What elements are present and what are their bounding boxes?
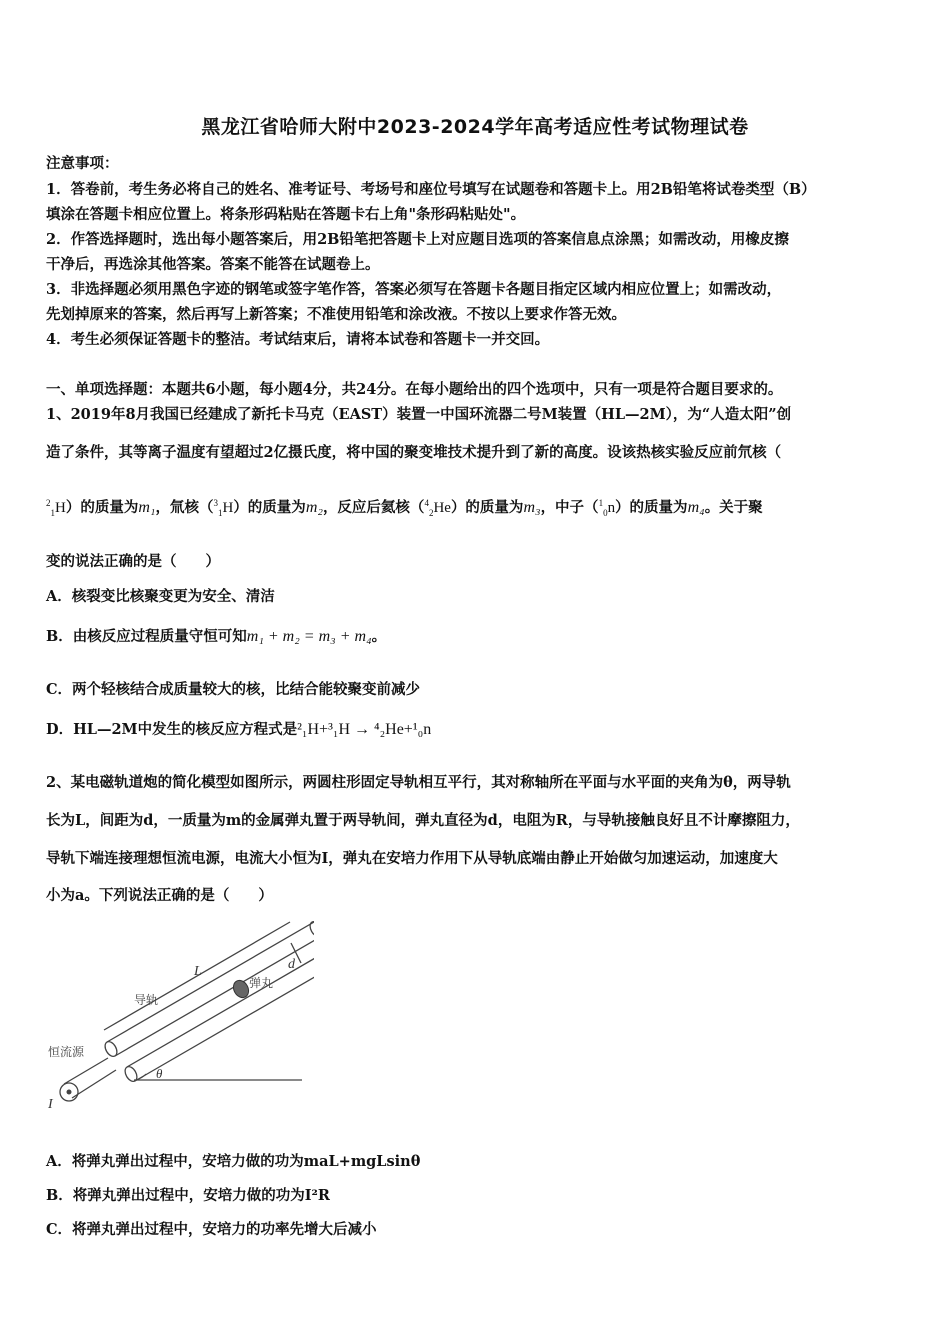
page-title: 黑龙江省哈师大附中2023-2024学年高考适应性考试物理试卷 [201, 116, 749, 138]
q2-stem-line: 导轨下端连接理想恒流电源，电流大小恒为I，弹丸在安培力作用下从导轨底端由静止开始做匀加速运动，加速度大 [46, 850, 778, 867]
label-theta: θ [156, 1066, 163, 1081]
q2-option-c: C．将弹丸弹出过程中，安培力的功率先增大后减小 [46, 1221, 377, 1238]
q2-stem-line: 2、某电磁轨道炮的简化模型如图所示，两圆柱形固定导轨相互平行，其对称轴所在平面与水平面的夹角为θ，两导轨 [46, 774, 791, 791]
q1-option-a: A．核裂变比核聚变更为安全、清洁 [46, 588, 275, 605]
tritium-symbol: $^3_1$H [213, 498, 234, 518]
section-heading: 一、单项选择题：本题共6小题，每小题4分，共24分。在每小题给出的四个选项中，只有一项是符合题目要求的。 [46, 381, 783, 398]
notice-line: 填涂在答题卡相应位置上。将条形码粘贴在答题卡右上角"条形码粘贴处"。 [46, 206, 526, 223]
label-L: L [194, 964, 202, 979]
label-d: d [288, 957, 295, 972]
notice-line: 干净后，再选涂其他答案。答案不能答在试题卷上。 [46, 256, 380, 273]
q1-stem-line: 1、2019年8月我国已经建成了新托卡马克（EAST）装置一中国环流器二号M装置（HL—2M），为“人造太阳”创 [46, 406, 792, 423]
label-power-source: 恒流源 [48, 1045, 85, 1059]
reaction-equation: ²₁H+³₁H → ⁴₂He+¹₀n [297, 721, 432, 738]
mass-equation: m₁ + m₂ = m₃ + m₄ [246, 628, 372, 645]
railgun-figure [44, 912, 314, 1117]
notice-line: 2．作答选择题时，选出每小题答案后，用2B铅笔把答题卡上对应题目选项的答案信息点涂黑；如需改动，用橡皮擦 [46, 231, 789, 248]
q2-option-b: B．将弹丸弹出过程中，安培力做的功为I²R [46, 1187, 330, 1204]
q1-stem-line: 变的说法正确的是（ ） [46, 553, 220, 570]
q2-stem-line: 小为a。下列说法正确的是（ ） [46, 887, 273, 904]
label-current: I [48, 1097, 53, 1112]
q1-option-d: D．HL—2M中发生的核反应方程式是²₁H+³₁H → ⁴₂He+¹₀n [46, 721, 432, 738]
helium-symbol: $^4_2$He [424, 498, 451, 518]
q1-option-b: B．由核反应过程质量守恒可知m₁ + m₂ = m₃ + m₄。 [46, 628, 387, 645]
notice-line: 先划掉原来的答案，然后再写上新答案；不准使用铅笔和涂改液。不按以上要求作答无效。 [46, 306, 626, 323]
q1-option-c: C．两个轻核结合成质量较大的核，比结合能较聚变前减少 [46, 681, 421, 698]
notice-line: 3．非选择题必须用黑色字迹的钢笔或签字笔作答，答案必须写在答题卡各题目指定区域内相应位置上；如需改动， [46, 281, 782, 298]
q2-stem-line: 长为L，间距为d，一质量为m的金属弹丸置于两导轨间，弹丸直径为d，电阻为R，与导轨接触良好且不计摩擦阻力， [46, 812, 800, 829]
neutron-symbol: $^1_0$n [598, 498, 616, 518]
notice-line: 4．考生必须保证答题卡的整洁。考试结束后，请将本试卷和答题卡一并交回。 [46, 331, 550, 348]
deuterium-symbol: $^2_1$H [46, 498, 66, 518]
q2-option-a: A．将弹丸弹出过程中，安培力做的功为maL+mgLsinθ [46, 1153, 421, 1170]
label-rail: 导轨 [134, 993, 159, 1007]
q1-stem-nuclides: $^2_1$H）的质量为m₁，氚核（$^3_1$H）的质量为m₂，反应后氦核（$^4_2$He）的质量为m₃，中子（$^1_0$n）的质量为m₄。关于聚 [46, 498, 763, 518]
q1-stem-line: 造了条件，其等离子温度有望超过2亿摄氏度，将中国的聚变堆技术提升到了新的高度。设该热核实验反应前氘核（ [46, 444, 782, 461]
notice-line: 1．答卷前，考生务必将自己的姓名、准考证号、考场号和座位号填写在试题卷和答题卡上。用2B铅笔将试卷类型（B） [46, 181, 816, 198]
label-projectile: 弹丸 [249, 976, 274, 990]
notice-heading: 注意事项： [46, 155, 119, 172]
